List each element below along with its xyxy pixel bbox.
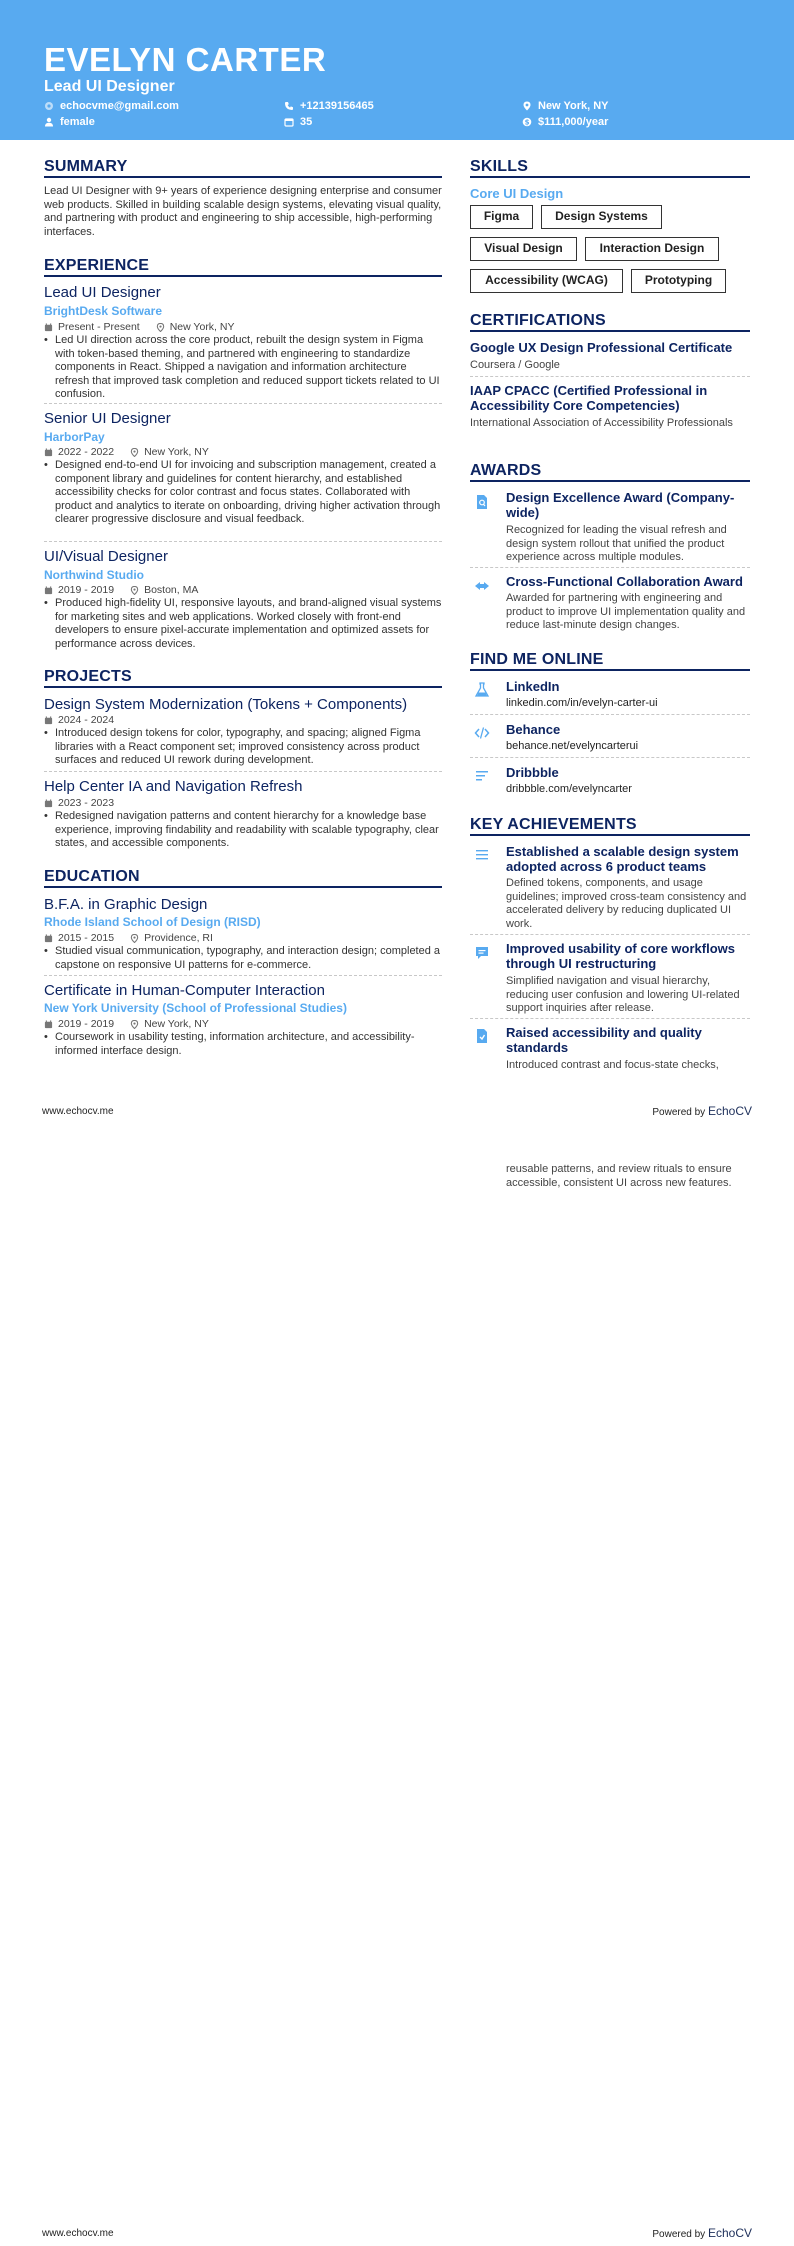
divider: [44, 541, 442, 542]
summary-text: Lead UI Designer with 9+ years of experience designing enterprise and consumer web products. Skilled in building scalable design systems, elevating visual quality, and partnering with product and engineering to ship accessible, high-performing interfaces.: [44, 185, 442, 238]
achievement-name: Raised accessibility and quality standards: [506, 1025, 702, 1055]
award-desc: Awarded for partnering with engineering and product to improve UI implementation quality and reduce last-minute design changes.: [506, 592, 746, 631]
education-meta: [44, 1018, 209, 1030]
flask-icon: [474, 682, 490, 698]
education-rule: [44, 886, 442, 888]
chat-icon: [474, 945, 490, 961]
education-dates: 2019 - 2019: [58, 1018, 115, 1030]
age-info: [284, 115, 312, 129]
job-dates: Present - Present: [58, 321, 140, 333]
certifications-heading: CERTIFICATIONS: [470, 312, 606, 329]
brand-logo[interactable]: EchoCV: [707, 1104, 752, 1118]
award-name: Cross-Functional Collaboration Award: [506, 574, 743, 589]
project-dates: 2024 - 2024: [58, 714, 115, 726]
divider: [470, 376, 750, 377]
list-icon: [474, 847, 490, 863]
divider: [470, 757, 750, 758]
projects-rule: [44, 686, 442, 688]
project-meta: [44, 797, 114, 809]
skill-pill: Visual Design: [470, 237, 577, 261]
education-bullet: • Coursework in usability testing, information architecture, and accessibility-informed interface design.: [44, 1031, 442, 1058]
job-role: UI/Visual Designer: [44, 548, 168, 565]
job-bullet: • Designed end-to-end UI for invoicing and subscription management, created a component library and guidelines for content hierarchy, and established accessibility checks for color contrast and focus states. Collaborated with product and analytics to iterate on onboarding, driving higher activation through clearer progressive disclosure and visual feedback.: [44, 459, 442, 527]
skill-pill: Prototyping: [631, 269, 726, 293]
education-location: Providence, RI: [144, 932, 213, 944]
powered-by-text: Powered by: [652, 2229, 706, 2240]
job-location: New York, NY: [169, 321, 235, 333]
online-link-name: Behance: [506, 722, 561, 737]
job-location: Boston, MA: [144, 584, 199, 596]
email-text: echocvme@gmail.com: [60, 100, 179, 112]
education-location: New York, NY: [144, 1018, 209, 1030]
skill-pill: Design Systems: [541, 205, 662, 229]
phone-text: +12139156465: [300, 100, 374, 112]
divider: [470, 1018, 750, 1019]
achievement-desc: Defined tokens, components, and usage guidelines; improved cross-team consistency and accelerated delivery by reducing duplicated UI work.: [506, 877, 747, 930]
online-link-name: LinkedIn: [506, 679, 560, 694]
user-icon: [44, 117, 54, 127]
project-dates: 2023 - 2023: [58, 797, 115, 809]
education-bullet: • Studied visual communication, typography, and interaction design; completed a capstone on responsive UI patterns for e-commerce.: [44, 945, 442, 972]
candidate-name: EVELYN CARTER: [44, 41, 327, 78]
map-pin-icon: [522, 101, 532, 111]
lines-icon: [474, 768, 490, 784]
degree-name: Certificate in Human-Computer Interaction: [44, 982, 325, 999]
summary-heading: SUMMARY: [44, 158, 128, 175]
divider: [44, 771, 442, 772]
achievements-heading: KEY ACHIEVEMENTS: [470, 816, 637, 833]
certifications-rule: [470, 330, 750, 332]
cert-org: International Association of Accessibility Professionals: [470, 417, 733, 429]
skill-pill: Accessibility (WCAG): [470, 269, 623, 293]
job-company: HarborPay: [44, 430, 105, 444]
job-bullet: • Led UI direction across the core product, rebuilt the design system in Figma with token-based theming, and partnered with engineering to standardize components in React. Shipped a navigation and information architecture refresh that improved task completion and reduced support tickets related to UI confusion.: [44, 334, 442, 402]
candidate-title: Lead UI Designer: [44, 78, 175, 95]
cert-org: Coursera / Google: [470, 359, 560, 371]
handshake-icon: [474, 578, 490, 594]
footer-url[interactable]: www.echocv.me: [42, 2228, 114, 2239]
calendar-icon: [44, 448, 53, 457]
online-heading: FIND ME ONLINE: [470, 651, 604, 668]
awards-heading: AWARDS: [470, 462, 542, 479]
svg-text:$: $: [524, 118, 530, 127]
resume-header: [0, 0, 794, 140]
achievement-desc-part2: reusable patterns, and review rituals to ensure accessible, consistent UI across new features.: [506, 1163, 732, 1189]
job-meta: [44, 446, 209, 458]
phone-icon: [284, 101, 294, 111]
map-pin-icon: [130, 934, 139, 943]
phone-info[interactable]: [284, 99, 374, 113]
skill-pill: Figma: [470, 205, 533, 229]
skills-rule: [470, 176, 750, 178]
achievement-name: Improved usability of core workflows through UI restructuring: [506, 941, 735, 971]
education-dates: 2015 - 2015: [58, 932, 115, 944]
divider: [44, 403, 442, 404]
online-link-name: Dribbble: [506, 765, 559, 780]
at-icon: [44, 101, 54, 111]
experience-rule: [44, 275, 442, 277]
divider: [470, 934, 750, 935]
school-name: New York University (School of Professional Studies): [44, 1001, 347, 1015]
online-link-url[interactable]: linkedin.com/in/evelyn-carter-ui: [506, 697, 658, 709]
calendar-icon: [44, 716, 53, 725]
location-text: New York, NY: [538, 100, 609, 112]
projects-heading: PROJECTS: [44, 668, 132, 685]
coin-icon: [522, 117, 532, 127]
footer-powered: [652, 2226, 752, 2240]
award-desc: Recognized for leading the visual refresh and design system rollout that unified the product experience across multiple modules.: [506, 524, 727, 563]
cert-name: IAAP CPACC (Certified Professional in Accessibility Core Competencies): [470, 383, 708, 413]
job-bullet: • Produced high-fidelity UI, responsive layouts, and brand-aligned visual systems for marketing sites and web applications. Worked closely with front-end developers to ensure pixel-accurate implementation and optimized assets for performance across devices.: [44, 597, 442, 651]
job-company: Northwind Studio: [44, 568, 144, 582]
skills-heading: SKILLS: [470, 158, 529, 175]
degree-name: B.F.A. in Graphic Design: [44, 896, 208, 913]
map-pin-icon: [156, 323, 165, 332]
project-bullet: • Redesigned navigation patterns and content hierarchy for a knowledge base experience, improving findability and readability with scalable typography, clear states, and accessible components.: [44, 810, 442, 851]
footer-url[interactable]: www.echocv.me: [42, 1106, 114, 1117]
page-footer: [0, 2224, 794, 2244]
footer-powered: [652, 1104, 752, 1118]
online-link-url[interactable]: behance.net/evelyncarterui: [506, 740, 639, 752]
brand-logo[interactable]: EchoCV: [707, 2226, 752, 2240]
certificate-icon: [474, 494, 490, 510]
achievements-rule: [470, 834, 750, 836]
education-heading: EDUCATION: [44, 868, 140, 885]
education-meta: [44, 932, 213, 944]
divider: [470, 567, 750, 568]
project-name: Help Center IA and Navigation Refresh: [44, 778, 303, 795]
salary-text: $111,000/year: [538, 116, 609, 128]
file-icon: [474, 1028, 490, 1044]
school-name: Rhode Island School of Design (RISD): [44, 915, 261, 929]
cert-name: Google UX Design Professional Certificate: [470, 340, 733, 355]
gender-info: [44, 115, 95, 129]
divider: [44, 975, 442, 976]
calendar-icon: [44, 799, 53, 808]
calendar-icon: [44, 586, 53, 595]
code-icon: [474, 725, 490, 741]
age-text: 35: [300, 116, 313, 128]
calendar-icon: [44, 323, 53, 332]
online-link-url[interactable]: dribbble.com/evelyncarter: [506, 783, 632, 795]
calendar-icon: [44, 934, 53, 943]
online-rule: [470, 669, 750, 671]
summary-rule: [44, 176, 442, 178]
location-info: [522, 99, 609, 113]
job-dates: 2022 - 2022: [58, 446, 115, 458]
job-role: Senior UI Designer: [44, 410, 171, 427]
page-footer: [0, 1102, 794, 1122]
email-info[interactable]: [44, 99, 179, 113]
powered-by-text: Powered by: [652, 1107, 706, 1118]
job-location: New York, NY: [144, 446, 209, 458]
experience-heading: EXPERIENCE: [44, 257, 150, 274]
divider: [470, 714, 750, 715]
awards-rule: [470, 480, 750, 482]
project-bullet: • Introduced design tokens for color, typography, and spacing; aligned Figma libraries with a React component set; improved consistency across product surfaces and reduced UI rework during development.: [44, 727, 442, 768]
job-meta: [44, 584, 198, 596]
achievement-name: Established a scalable design system adopted across 6 product teams: [506, 844, 739, 874]
project-meta: [44, 714, 114, 726]
achievement-desc: Simplified navigation and visual hierarchy, reducing user confusion and lowering UI-related support inquiries after release.: [506, 975, 740, 1014]
achievement-desc-part1: Introduced contrast and focus-state checks,: [506, 1059, 719, 1071]
map-pin-icon: [130, 448, 139, 457]
job-role: Lead UI Designer: [44, 284, 161, 301]
job-dates: 2019 - 2019: [58, 584, 115, 596]
map-pin-icon: [130, 586, 139, 595]
skill-pill: Interaction Design: [585, 237, 719, 261]
job-company: BrightDesk Software: [44, 304, 163, 318]
award-name: Design Excellence Award (Company-wide): [506, 490, 735, 520]
map-pin-icon: [130, 1020, 139, 1029]
gender-text: female: [60, 116, 95, 128]
calendar-icon: [284, 117, 294, 127]
project-name: Design System Modernization (Tokens + Components): [44, 696, 408, 713]
job-meta: [44, 321, 234, 333]
skills-subtitle: Core UI Design: [470, 186, 564, 201]
salary-info: [522, 115, 608, 129]
calendar-icon: [44, 1020, 53, 1029]
